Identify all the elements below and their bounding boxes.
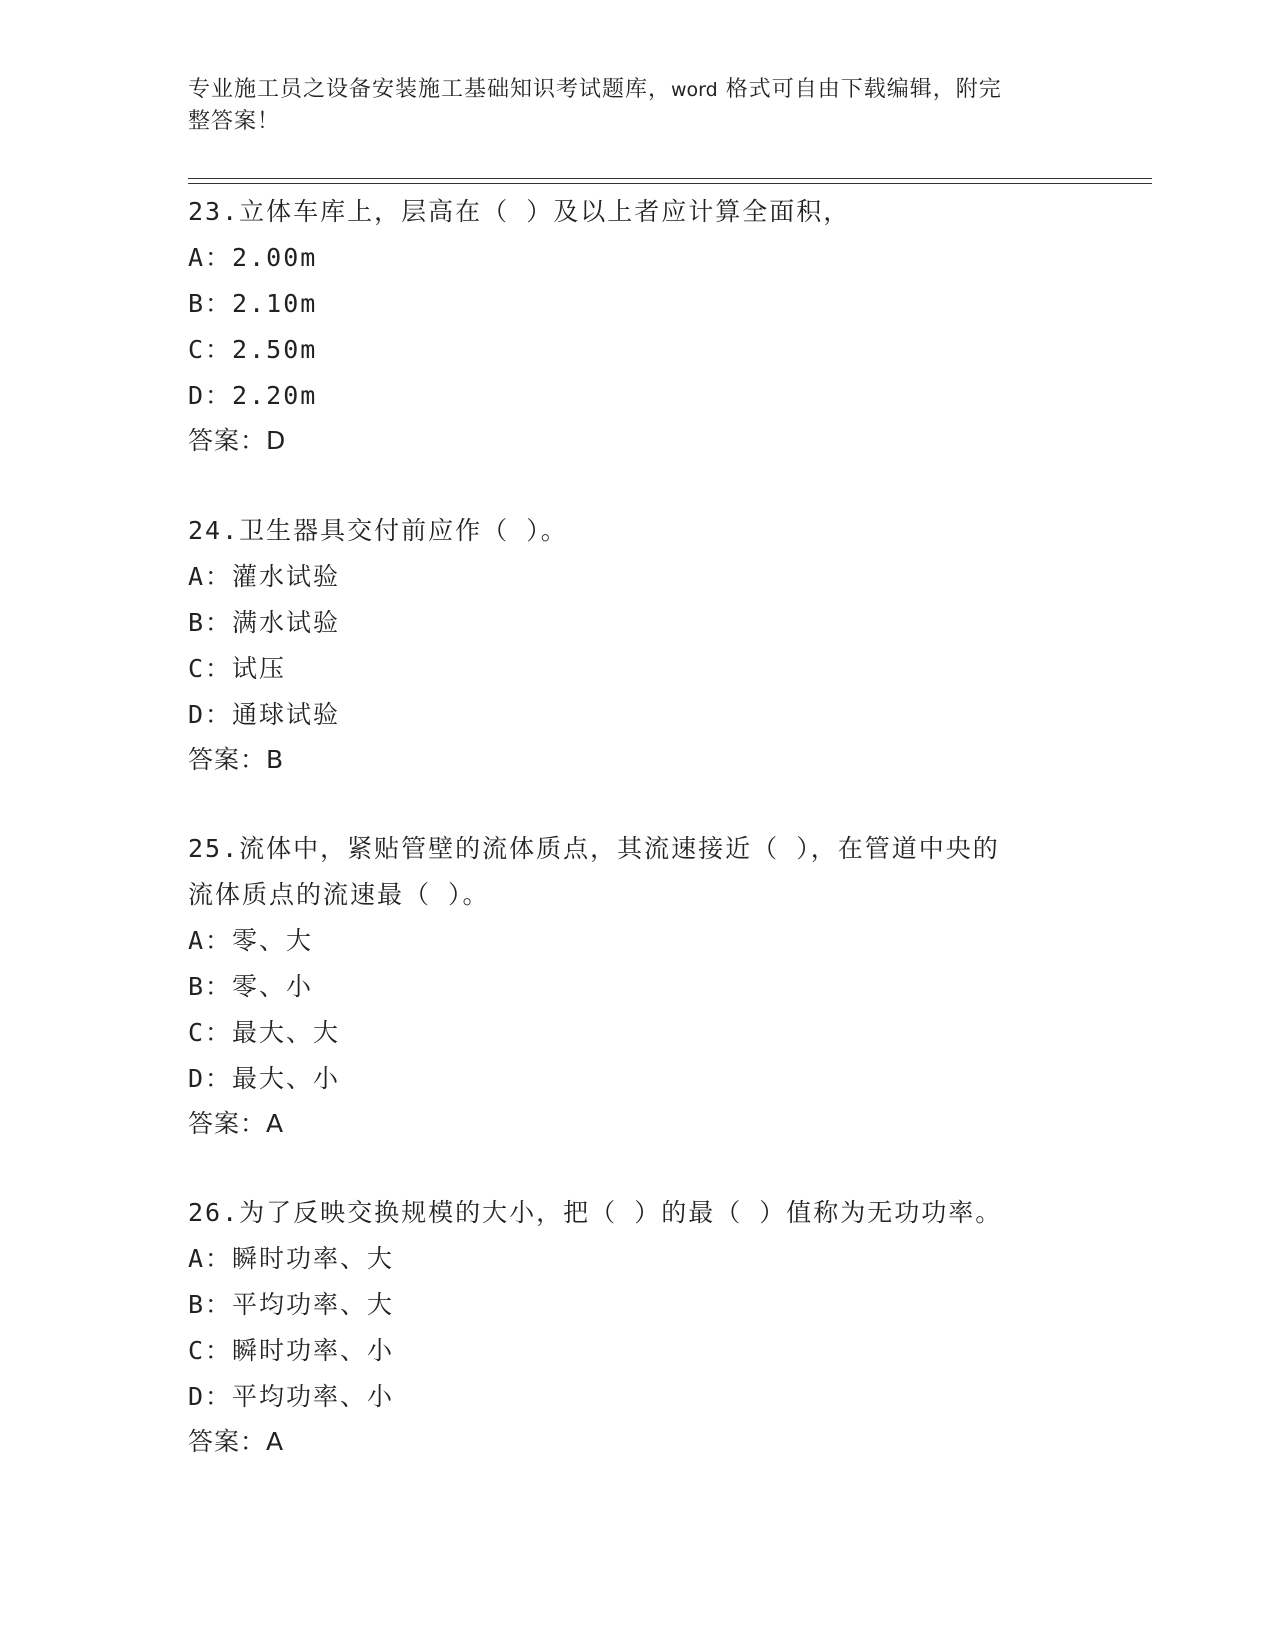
header-text-b: 格式可自由下载编辑，附完 (717, 77, 1002, 102)
question-stem-continued: 流体质点的流速最（ ）。 (188, 880, 490, 909)
option-a: A：瞬时功率、大 (188, 1244, 395, 1273)
header-word-format: word (671, 79, 718, 101)
option-d: D：2.20m (188, 381, 318, 410)
option-c: C：瞬时功率、小 (188, 1336, 395, 1365)
option-c: C：试压 (188, 654, 287, 683)
answer: 答案：A (188, 1109, 285, 1138)
header-line-1 (188, 74, 1068, 106)
option-d: D：通球试验 (188, 700, 341, 729)
option-c: C：2.50m (188, 335, 318, 364)
header-text-a: 专业施工员之设备安装施工基础知识考试题库， (188, 77, 672, 102)
answer: 答案：D (188, 426, 287, 455)
question-26 (188, 1190, 1088, 1464)
question-stem: 23.立体车库上，层高在（ ）及以上者应计算全面积， (188, 197, 851, 226)
question-24 (188, 508, 1088, 782)
question-23 (188, 189, 1088, 463)
answer: 答案：B (188, 745, 285, 774)
option-a: A：零、大 (188, 926, 314, 955)
header-divider-top (188, 178, 1152, 179)
question-stem: 26.为了反映交换规模的大小，把（ ）的最（ ）值称为无功功率。 (188, 1198, 1003, 1227)
document-header (188, 74, 1068, 138)
option-d: D：平均功率、小 (188, 1382, 395, 1411)
answer: 答案：A (188, 1427, 285, 1456)
question-stem: 24.卫生器具交付前应作（ ）。 (188, 516, 568, 545)
option-b: B：2.10m (188, 289, 318, 318)
question-stem: 25.流体中，紧贴管壁的流体质点，其流速接近（ ），在管道中央的 (188, 834, 1000, 863)
option-b: B：平均功率、大 (188, 1290, 395, 1319)
option-a: A：2.00m (188, 243, 318, 272)
option-b: B：满水试验 (188, 608, 341, 637)
option-d: D：最大、小 (188, 1064, 341, 1093)
option-c: C：最大、大 (188, 1018, 341, 1047)
question-25 (188, 826, 1088, 1146)
header-divider-bottom (188, 183, 1152, 184)
header-line-2: 整答案！ (188, 109, 281, 134)
option-b: B：零、小 (188, 972, 314, 1001)
option-a: A：灌水试验 (188, 562, 341, 591)
